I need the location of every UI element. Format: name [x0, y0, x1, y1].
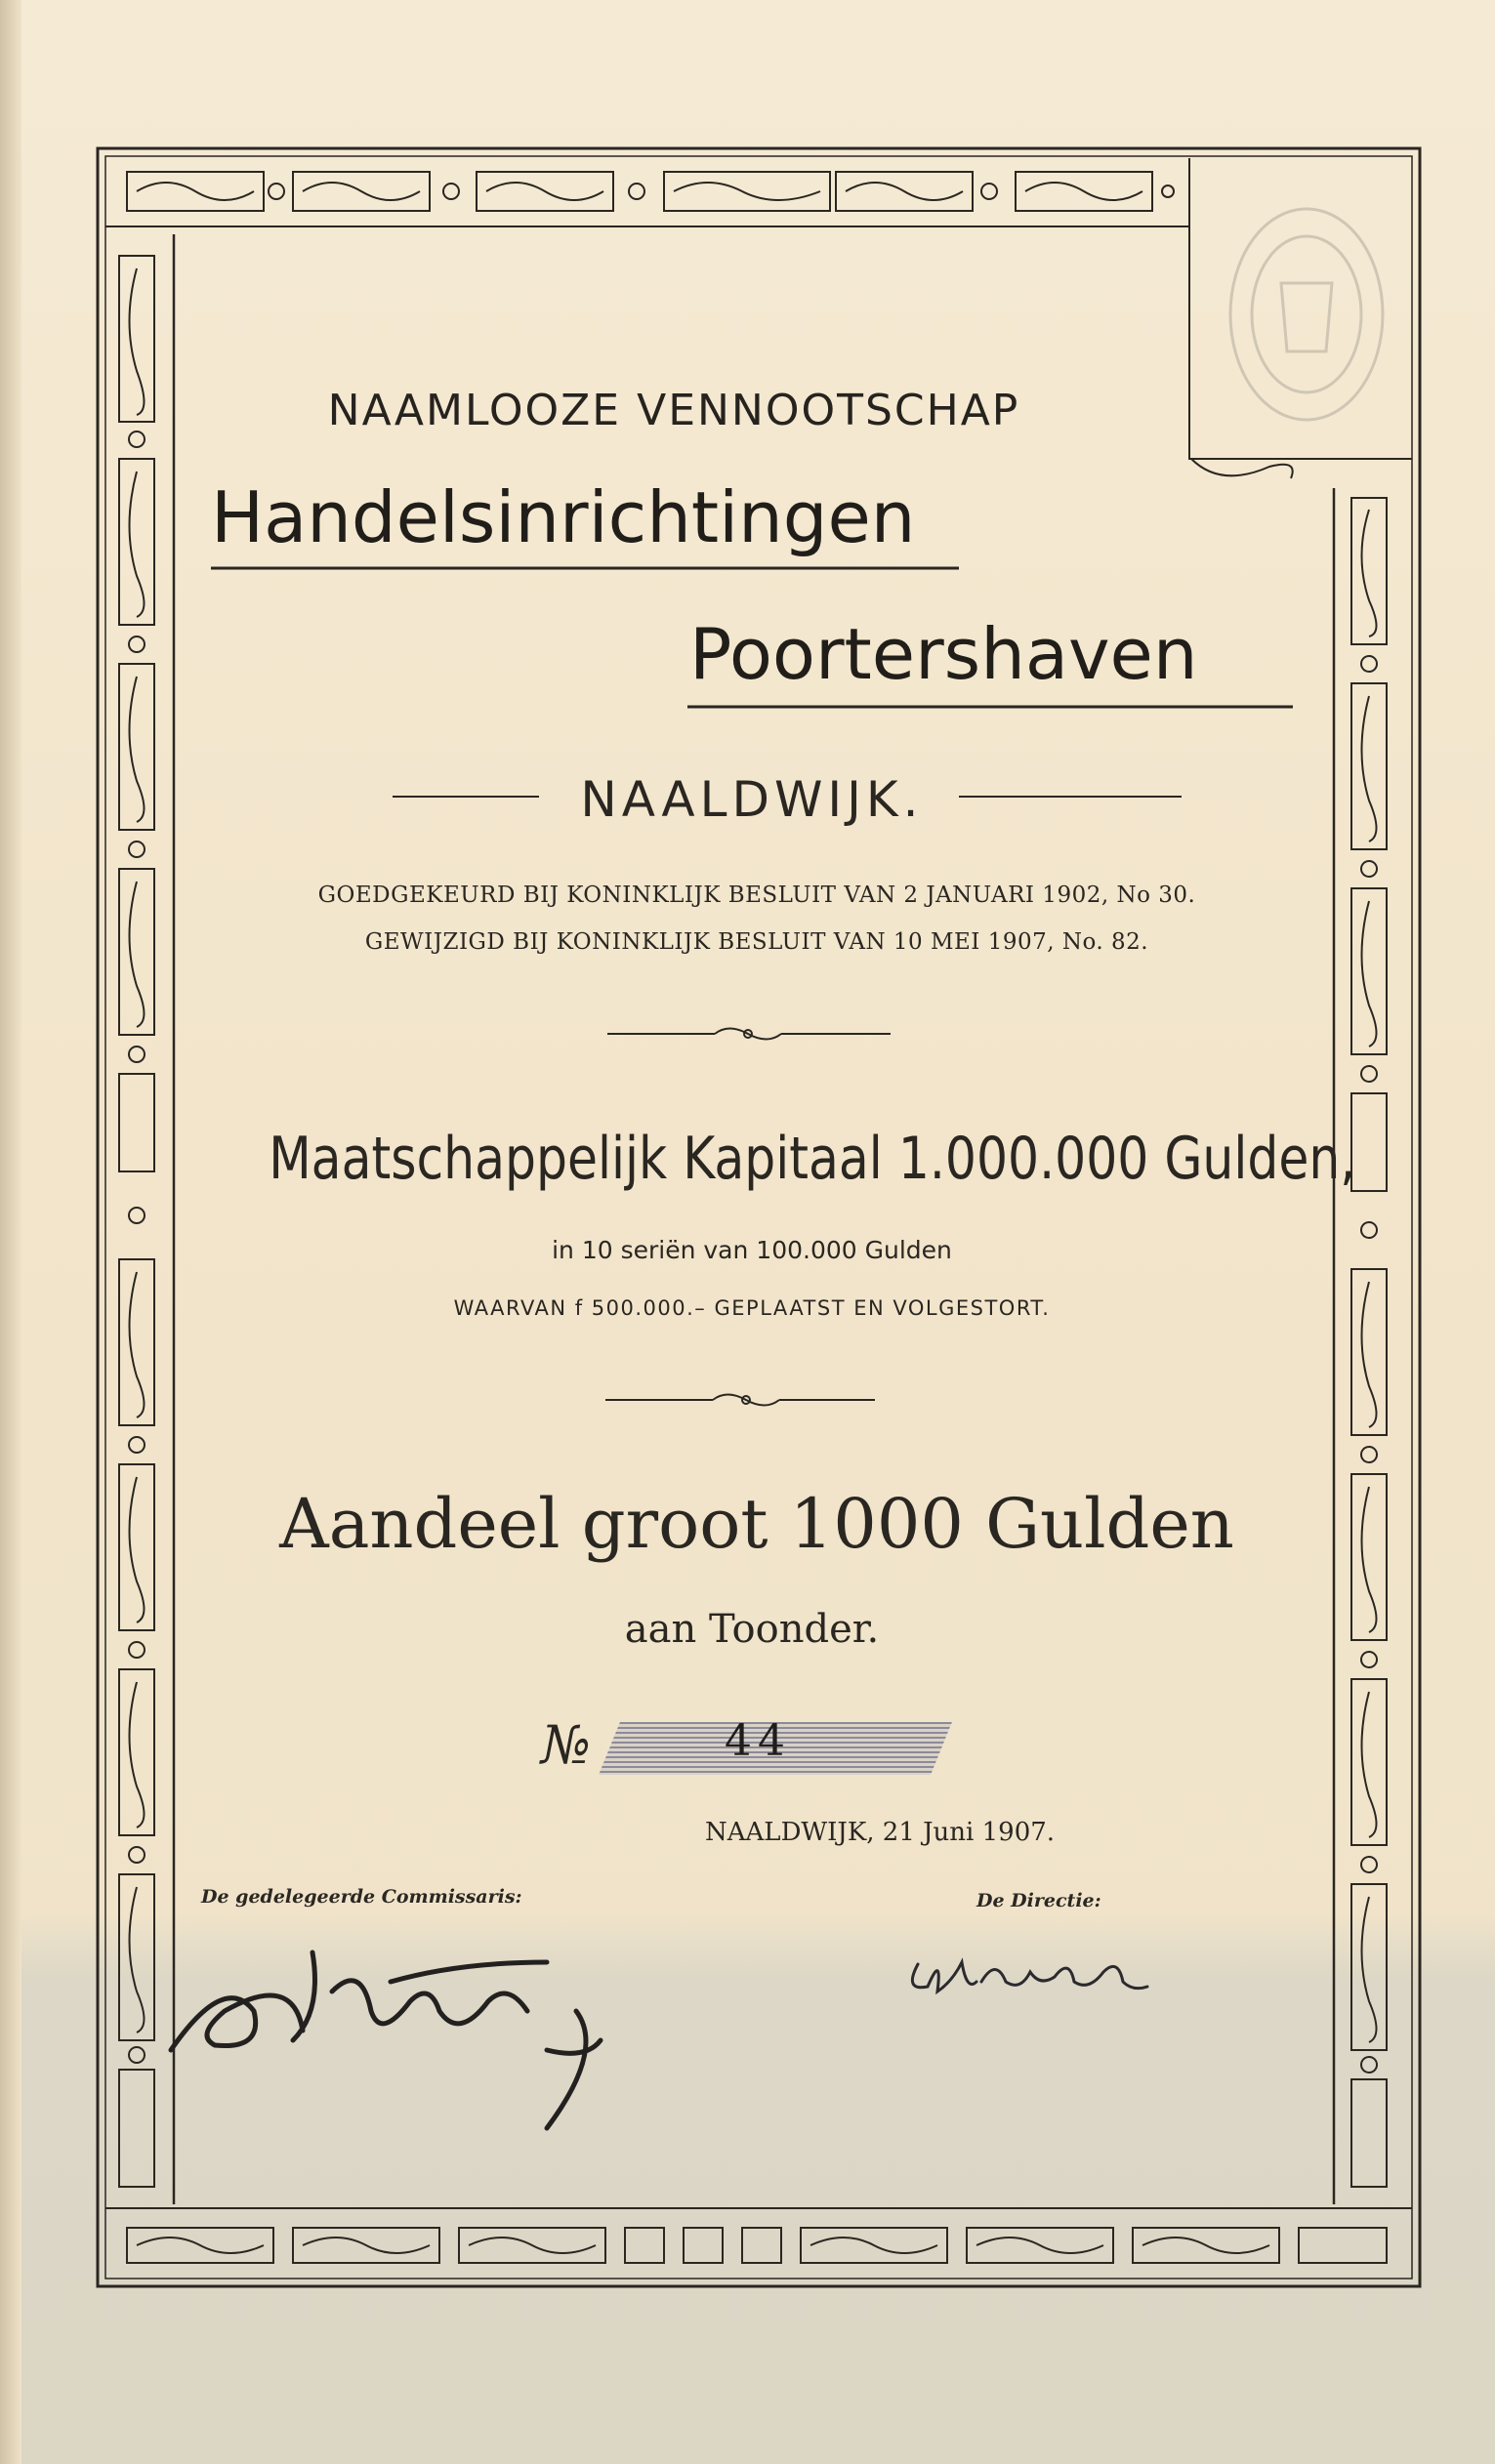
capital-issued: WAARVAN f 500.000.– GEPLAATST EN VOLGESTORT. [453, 1296, 1051, 1320]
number-label: № [541, 1714, 592, 1776]
capital-series: in 10 seriën van 100.000 Gulden [552, 1236, 952, 1264]
directie-signature [912, 1962, 1147, 1992]
company-city: NAALDWIJK. [580, 771, 924, 828]
share-bearer: aan Toonder. [624, 1607, 880, 1652]
commissaris-signature [171, 1952, 601, 2128]
amendment-decree: GEWIJZIGD BIJ KONINKLIJK BESLUIT VAN 10 MEI 1907, No. 82. [364, 929, 1149, 955]
commissaris-label: De gedelegeerde Commissaris: [201, 1886, 522, 1908]
share-number: 44 [725, 1716, 791, 1766]
company-name-line2: Poortershaven [689, 613, 1198, 695]
approval-decree: GOEDGEKEURD BIJ KONINKLIJK BESLUIT VAN 2 JANUARI 1902, No 30. [317, 883, 1196, 908]
place-date: NAALDWIJK, 21 Juni 1907. [705, 1818, 1056, 1847]
capital-title: Maatschappelijk Kapitaal 1.000.000 Gulden, [269, 1125, 1356, 1193]
company-type: NAAMLOOZE VENNOOTSCHAP [327, 386, 1020, 435]
directie-label: De Directie: [976, 1890, 1101, 1911]
stamp-area [1189, 161, 1414, 459]
share-title: Aandeel groot 1000 Gulden [279, 1484, 1234, 1564]
company-name-line1: Handelsinrichtingen [211, 476, 916, 558]
